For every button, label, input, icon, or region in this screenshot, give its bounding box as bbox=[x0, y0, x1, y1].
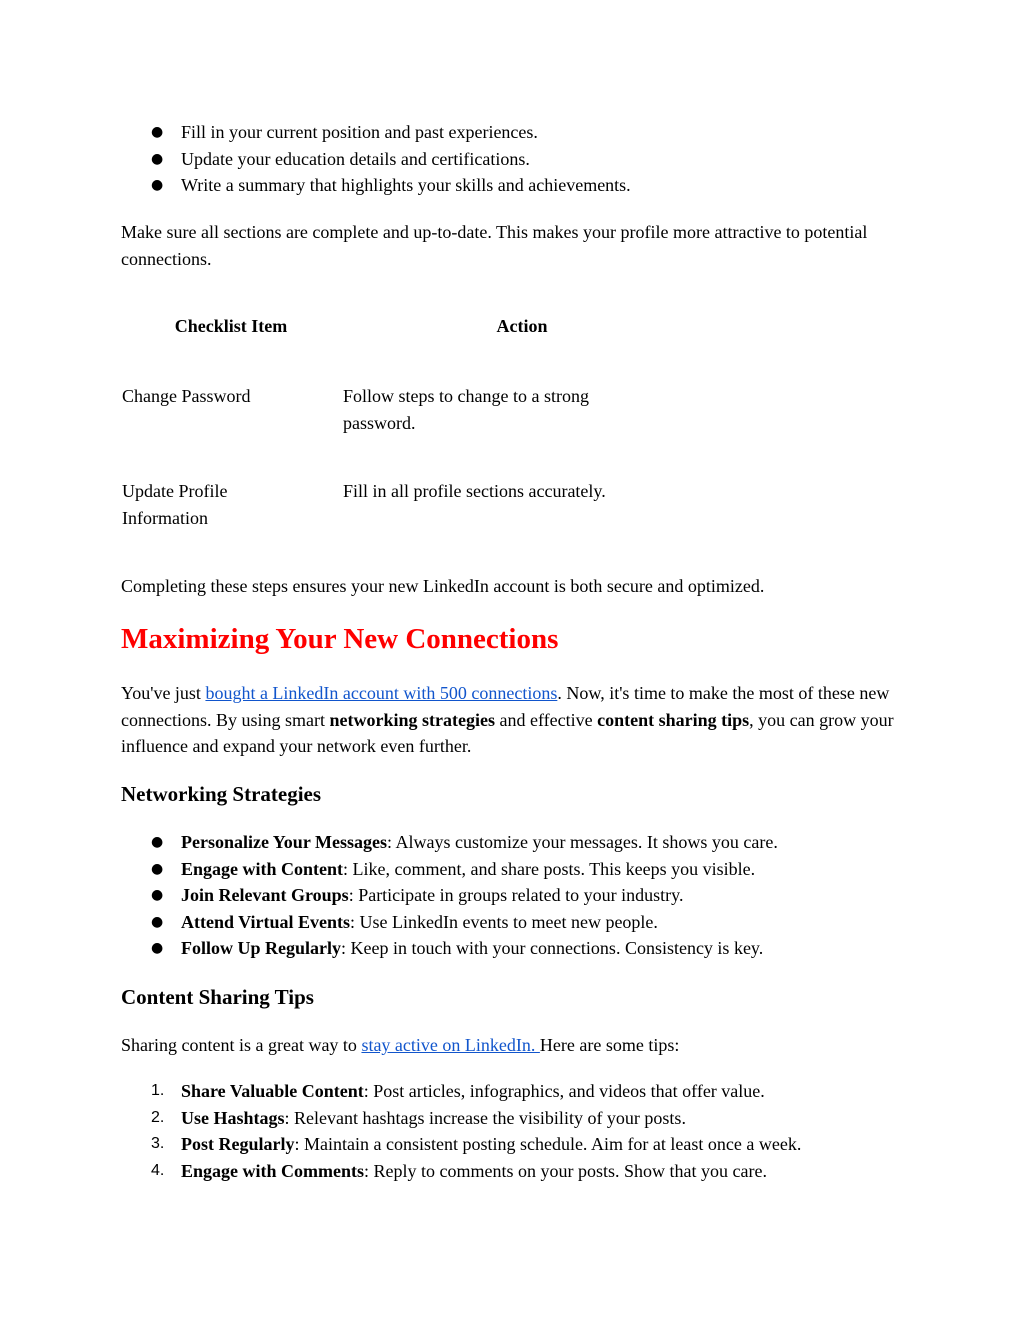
checklist-row-action: Fill in all profile sections accurately. bbox=[343, 481, 606, 501]
bullet-icon: ● bbox=[151, 124, 164, 140]
section-title: Maximizing Your New Connections bbox=[121, 623, 559, 655]
content-sharing-intro: Sharing content is a great way to stay active on LinkedIn. Here are some tips: bbox=[121, 1035, 680, 1055]
bullet-icon: ● bbox=[151, 887, 164, 903]
list-item: 4. Engage with Comments: Reply to comments on your posts. Show that you care. bbox=[151, 1160, 767, 1181]
checklist-header-action: Action bbox=[496, 316, 548, 336]
bullet-icon: ● bbox=[151, 940, 164, 956]
bullet-icon: ● bbox=[151, 834, 164, 850]
list-item: 3. Post Regularly: Maintain a consistent posting schedule. Aim for at least once a week. bbox=[151, 1134, 802, 1154]
bullet-icon: ● bbox=[151, 860, 164, 877]
content-sharing-heading: Content Sharing Tips bbox=[121, 985, 314, 1009]
closing-paragraph: Completing these steps ensures your new LinkedIn account is both secure and optimized. bbox=[121, 576, 765, 596]
checklist-row-item: Change Password bbox=[122, 386, 251, 406]
networking-list bbox=[121, 829, 901, 962]
intro-bullet-list bbox=[121, 119, 901, 199]
list-item: ● Join Relevant Groups: Participate in groups related to your industry. bbox=[121, 882, 901, 909]
bullet-icon: ● bbox=[151, 913, 164, 930]
intro-paragraph: Make sure all sections are complete and up-to-date. This makes your profile more attractive to potential connections. bbox=[121, 222, 868, 269]
networking-strategies-heading: Networking Strategies bbox=[121, 782, 322, 806]
list-item: ● Personalize Your Messages: Always customize your messages. It shows you care. bbox=[121, 829, 901, 856]
list-item: ● Fill in your current position and past experiences. bbox=[121, 119, 901, 146]
list-item: ● Follow Up Regularly: Keep in touch with your connections. Consistency is key. bbox=[121, 935, 901, 962]
bullet-icon: ● bbox=[151, 150, 164, 167]
bullet-icon: ● bbox=[151, 177, 164, 193]
checklist-row-item: Update Profile Information bbox=[122, 481, 228, 528]
list-item: ● Attend Virtual Events: Use LinkedIn events to meet new people. bbox=[121, 909, 901, 936]
checklist-row-action: Follow steps to change to a strong password. bbox=[343, 386, 589, 433]
list-item: 2. Use Hashtags: Relevant hashtags increase the visibility of your posts. bbox=[151, 1107, 686, 1128]
list-item: ● Update your education details and certifications. bbox=[121, 146, 901, 173]
checklist-header-item: Checklist Item bbox=[174, 316, 288, 336]
linkedin-account-link[interactable]: bought a LinkedIn account with 500 connections bbox=[205, 683, 558, 703]
list-item: ● Engage with Content: Like, comment, and share posts. This keeps you visible. bbox=[121, 856, 901, 883]
section-intro-paragraph: You've just bought a LinkedIn account with 500 connections. Now, it's time to make the most of these new connections. By using smart networking strategies and effective content sharing tips, you can grow your influence and expand your network even further. bbox=[121, 683, 894, 756]
list-item: 1. Share Valuable Content: Post articles, infographics, and videos that offer value. bbox=[151, 1081, 765, 1101]
list-item: ● Write a summary that highlights your skills and achievements. bbox=[121, 172, 901, 199]
content-sharing-list bbox=[121, 1078, 901, 1184]
stay-active-link[interactable]: stay active on LinkedIn. bbox=[361, 1035, 540, 1055]
